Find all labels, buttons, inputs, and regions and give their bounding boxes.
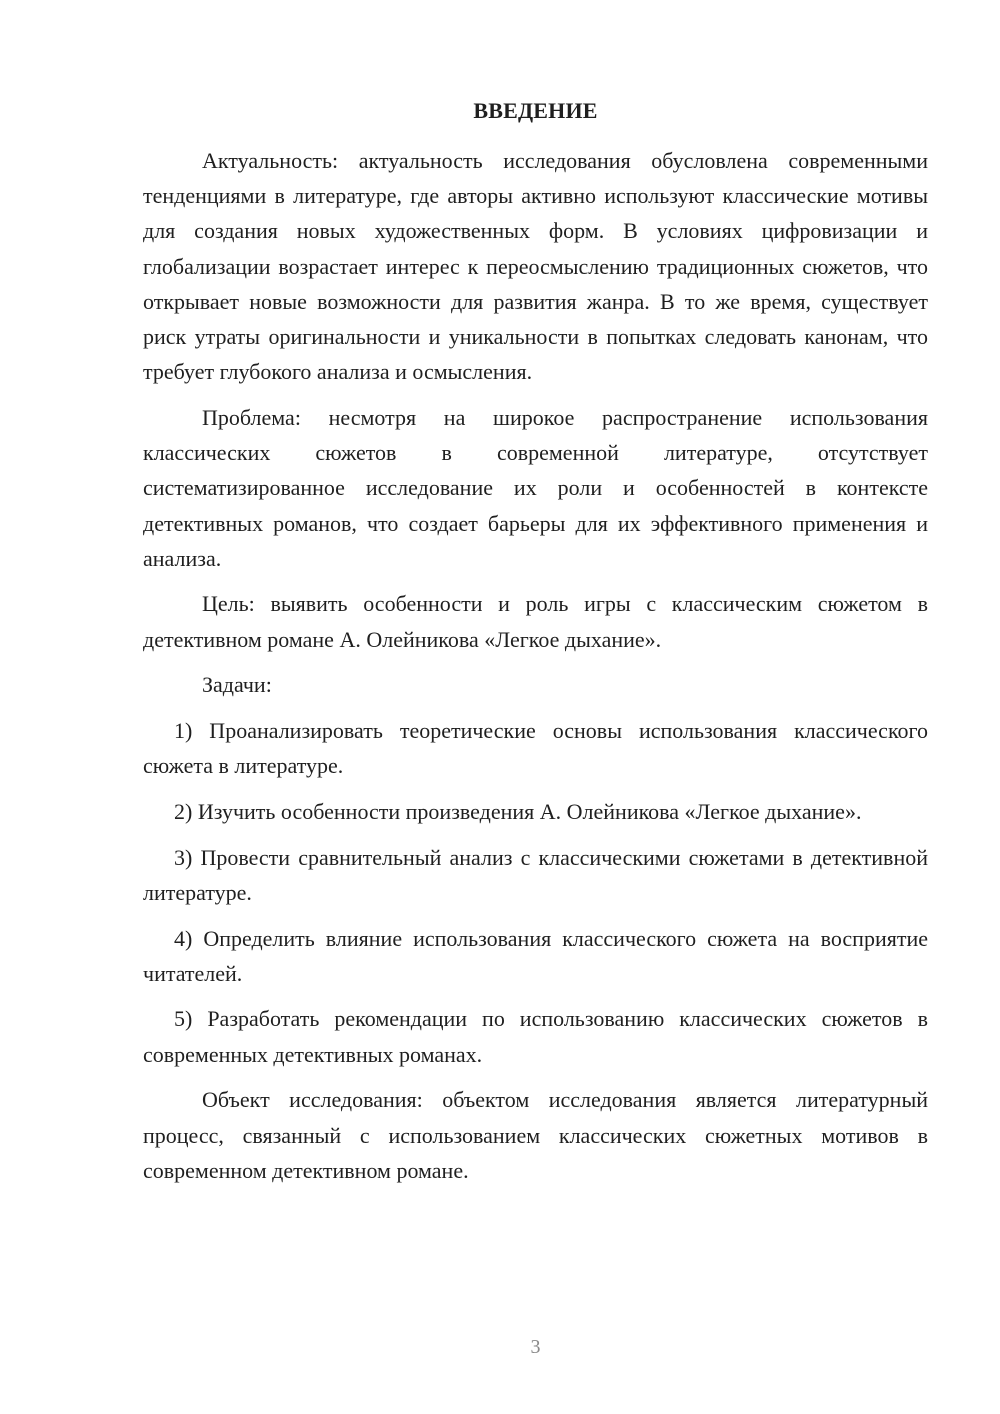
paragraph-problem: Проблема: несмотря на широкое распространение использования классических сюжетов в современной литературе, отсутствует систематизированное исследование их роли и особенностей в контексте детективных романов, что создает барьеры для их эффективного применения и анализа. (143, 404, 928, 571)
tasks-label: Задачи: (202, 672, 272, 698)
section-heading: ВВЕДЕНИЕ (473, 98, 598, 123)
task-item-2: 2) Изучить особенности произведения А. Олейникова «Легкое дыхание». (174, 798, 862, 824)
document-body (143, 143, 928, 1198)
paragraph-relevance: Актуальность: актуальность исследования обусловлена современными тенденциями в литературе, где авторы активно используют классические мотивы для создания новых художественных форм. В условиях цифровизации и глобализации возрастает интерес к переосмыслению традиционных сюжетов, что открывает новые возможности для развития жанра. В то же время, существует риск утраты оригинальности и уникальности в попытках следовать канонам, что требует глубокого анализа и осмысления. (143, 148, 928, 385)
paragraph-goal: Цель: выявить особенности и роль игры с классическим сюжетом в детективном романе А. Олейникова «Легкое дыхание». (143, 591, 928, 652)
task-item-1: 1) Проанализировать теоретические основы использования классического сюжета в литературе. (143, 718, 928, 779)
paragraph-object: Объект исследования: объектом исследования является литературный процесс, связанный с использованием классических сюжетных мотивов в современном детективном романе. (143, 1087, 928, 1183)
task-item-5: 5) Разработать рекомендации по использованию классических сюжетов в современных детективных романах. (143, 1006, 928, 1067)
document-page (143, 0, 928, 1414)
task-item-4: 4) Определить влияние использования классического сюжета на восприятие читателей. (143, 925, 928, 986)
task-item-3: 3) Провести сравнительный анализ с классическими сюжетами в детективной литературе. (143, 844, 928, 905)
page-number: 3 (530, 1336, 541, 1358)
